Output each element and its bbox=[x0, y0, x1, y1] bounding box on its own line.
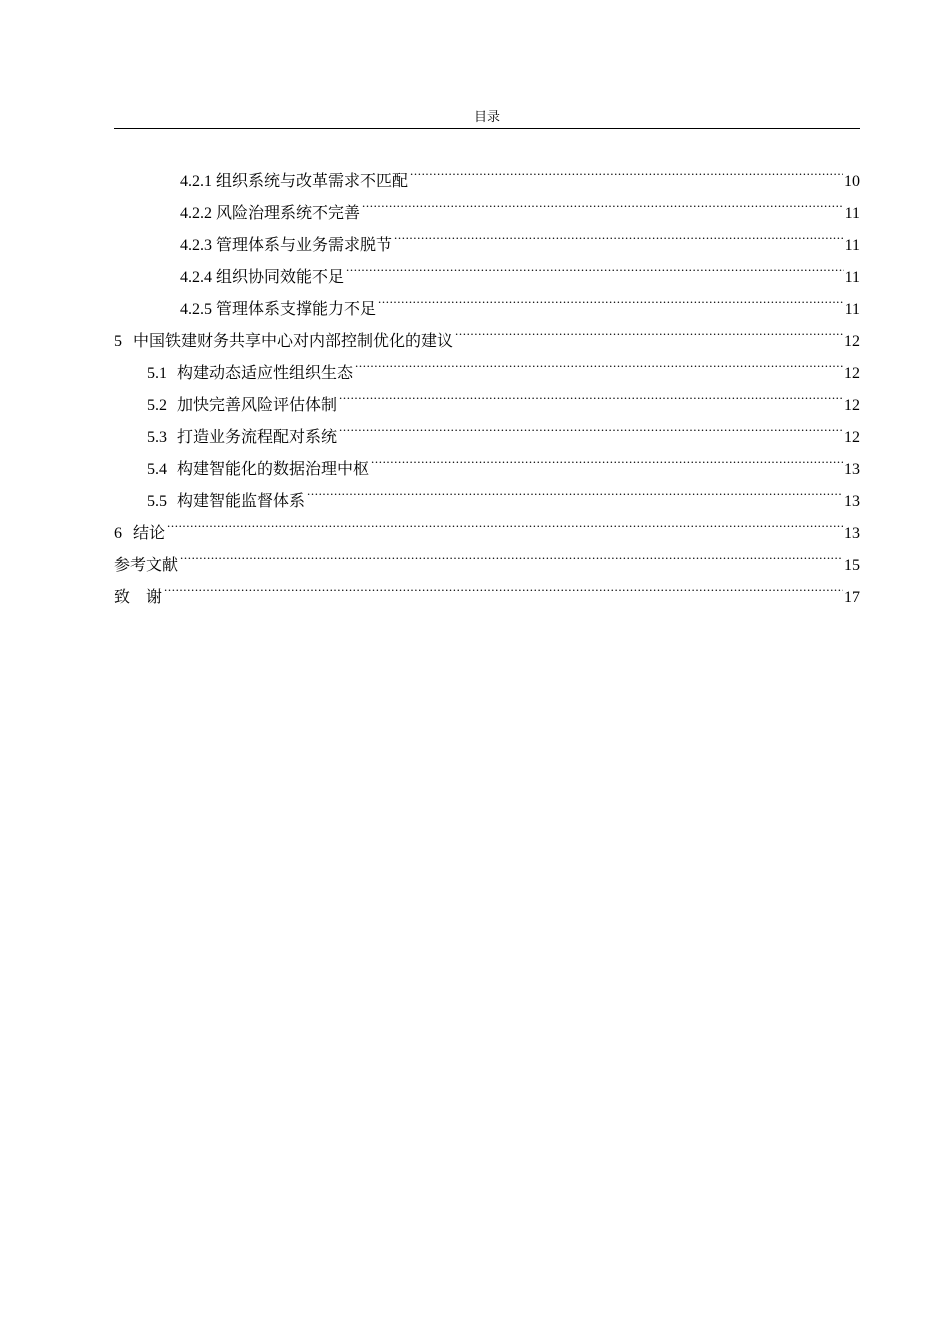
toc-dot-leader bbox=[362, 186, 844, 218]
toc-dot-leader bbox=[339, 410, 843, 442]
toc-entry-page: 13 bbox=[844, 525, 860, 542]
toc-entry-page: 12 bbox=[844, 429, 860, 446]
table-of-contents bbox=[114, 154, 860, 606]
toc-entry-number: 5.4 bbox=[147, 461, 167, 478]
toc-entry-number: 4.2.2 bbox=[180, 205, 212, 222]
toc-dot-leader bbox=[355, 346, 843, 378]
toc-dot-leader bbox=[346, 250, 844, 282]
toc-entry-number: 5.3 bbox=[147, 429, 167, 446]
toc-entry-page: 13 bbox=[844, 461, 860, 478]
toc-entry-page: 11 bbox=[844, 269, 860, 286]
toc-entry-acknowledgements[interactable] bbox=[114, 570, 860, 606]
toc-entry-number: 4.2.1 bbox=[180, 173, 212, 190]
toc-entry-number: 6 bbox=[114, 525, 122, 542]
toc-entry-title: 致 谢 bbox=[114, 589, 163, 606]
toc-entry-page: 15 bbox=[844, 557, 860, 574]
toc-dot-leader bbox=[371, 442, 843, 474]
toc-entry-page: 12 bbox=[844, 397, 860, 414]
toc-dot-leader bbox=[410, 154, 843, 186]
toc-dot-leader bbox=[455, 314, 843, 346]
running-header-title: 目录 bbox=[473, 109, 500, 124]
toc-dot-leader bbox=[164, 570, 843, 602]
toc-dot-leader bbox=[394, 218, 844, 250]
toc-entry-title: 风险治理系统不完善 bbox=[216, 205, 361, 222]
toc-entry-title: 管理体系支撑能力不足 bbox=[216, 301, 377, 318]
toc-entry-title: 中国铁建财务共享中心对内部控制优化的建议 bbox=[133, 333, 454, 350]
toc-dot-leader bbox=[167, 506, 843, 538]
toc-entry-title: 构建智能化的数据治理中枢 bbox=[177, 461, 370, 478]
toc-entry-page: 11 bbox=[844, 301, 860, 318]
toc-entry-number: 4.2.5 bbox=[180, 301, 212, 318]
toc-entry-title: 构建动态适应性组织生态 bbox=[177, 365, 354, 382]
toc-dot-leader bbox=[339, 378, 843, 410]
toc-entry-page: 11 bbox=[844, 237, 860, 254]
toc-entry-title: 打造业务流程配对系统 bbox=[177, 429, 338, 446]
toc-entry-4-2-1[interactable] bbox=[114, 154, 860, 190]
header-rule bbox=[114, 128, 860, 129]
toc-entry-number: 4.2.3 bbox=[180, 237, 212, 254]
toc-entry-page: 12 bbox=[844, 365, 860, 382]
toc-entry-title: 组织协同效能不足 bbox=[216, 269, 345, 286]
toc-entry-title: 加快完善风险评估体制 bbox=[177, 397, 338, 414]
toc-entry-title: 管理体系与业务需求脱节 bbox=[216, 237, 393, 254]
toc-entry-number: 5.5 bbox=[147, 493, 167, 510]
toc-entry-references[interactable] bbox=[114, 538, 860, 574]
toc-dot-leader bbox=[307, 474, 843, 506]
toc-entry-page: 17 bbox=[844, 589, 860, 606]
toc-entry-page: 11 bbox=[844, 205, 860, 222]
toc-dot-leader bbox=[378, 282, 844, 314]
toc-entry-title: 参考文献 bbox=[114, 557, 179, 574]
toc-dot-leader bbox=[180, 538, 843, 570]
toc-entry-6[interactable] bbox=[114, 506, 860, 542]
toc-entry-number: 5 bbox=[114, 333, 122, 350]
toc-entry-title: 构建智能监督体系 bbox=[177, 493, 306, 510]
toc-entry-title: 结论 bbox=[133, 525, 166, 542]
toc-entry-page: 10 bbox=[844, 173, 860, 190]
toc-entry-number: 5.1 bbox=[147, 365, 167, 382]
toc-entry-page: 13 bbox=[844, 493, 860, 510]
toc-entry-number: 4.2.4 bbox=[180, 269, 212, 286]
toc-entry-title: 组织系统与改革需求不匹配 bbox=[216, 173, 409, 190]
toc-entry-number: 5.2 bbox=[147, 397, 167, 414]
toc-entry-page: 12 bbox=[844, 333, 860, 350]
